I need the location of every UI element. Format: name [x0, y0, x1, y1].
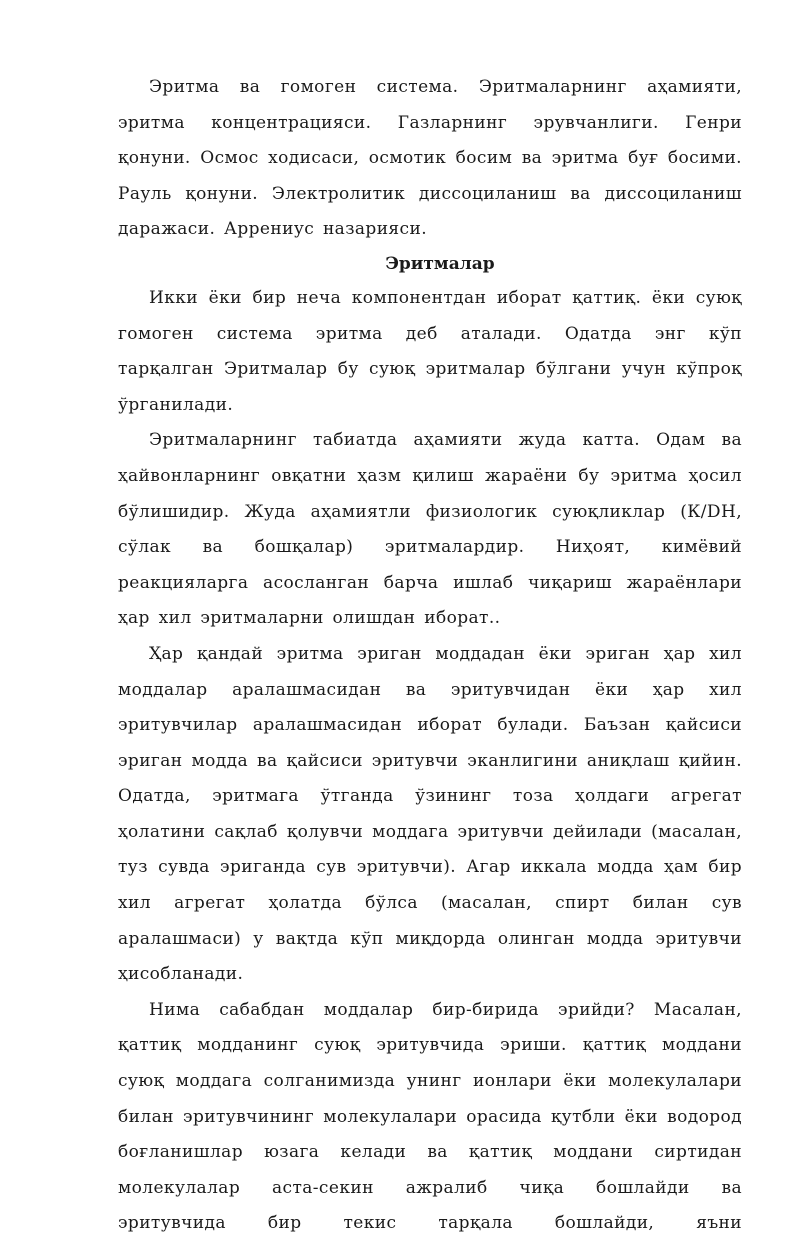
- intro-paragraph: Эритма ва гомоген система. Эритмаларнинг аҳамияти, эритма концентрацияси. Газларнинг эрувчанлиги. Генри қонуни. Осмос ходисаси, осмотик босим ва эритма буғ босими. Рауль қонуни. Электролитик диссоциланиш ва диссоциланиш даражаси. Аррениус назарияси.: [118, 77, 742, 240]
- paragraph-3: Ҳар қандай эритма эриган моддадан ёки эриган ҳар хил моддалар аралашмасидан ва эритувчидан ёки ҳар хил эритувчилар аралашмасидан иборат булади. Баъзан қайсиси эриган модда ва қайсиси эритувчи эканлигини аниқлаш қийин. Одатда, эритмага ўтганда ўзининг тоза ҳолдаги агрегат ҳолатини сақлаб қолувчи моддага эритувчи дейилади (масалан, туз сувда эриганда сув эритувчи). Агар иккала модда ҳам бир хил агрегат ҳолатда бўлса (масалан, спирт билан сув аралашмаси) у вақтда кўп миқдорда олинган модда эритувчи ҳисобланади.: [118, 643, 742, 985]
- section-heading: Эритмалар: [385, 253, 495, 274]
- paragraph-1: Икки ёки бир неча компонентдан иборат қаттиқ. ёки суюқ гомоген система эритма деб аталади. Одатда энг кўп тарқалган Эритмалар бу суюқ эритмалар бўлгани учун кўпроқ ўрганилади.: [118, 287, 742, 415]
- document-page: [118, 70, 742, 1242]
- paragraph-4: Нима сабабдан моддалар бир-бирида эрийди? Масалан, қаттиқ модданинг суюқ эритувчида эриши. қаттиқ моддани суюқ моддага солганимизда унинг ионлари ёки молекулалари билан эритувчининг молекулалари орасида қутбли ёки водород боғланишлар юзага келади ва қаттиқ моддани сиртидан молекулалар аста-секин ажралиб чиқа бошлайди ва эритувчида бир текис тарқала бошлайди, яъни: [118, 999, 742, 1234]
- paragraph-2: Эритмаларнинг табиатда аҳамияти жуда катта. Одам ва ҳайвонларнинг овқатни ҳазм қилиш жараёни бу эритма ҳосил бўлишидир. Жуда аҳамиятли физиологик суюқликлар (К/DН, сўлак ва бошқалар) эритмалардир. Ниҳоят, кимёвий реакцияларга асосланган барча ишлаб чиқариш жараёнлари ҳар хил эритмаларни олишдан иборат..: [118, 430, 742, 629]
